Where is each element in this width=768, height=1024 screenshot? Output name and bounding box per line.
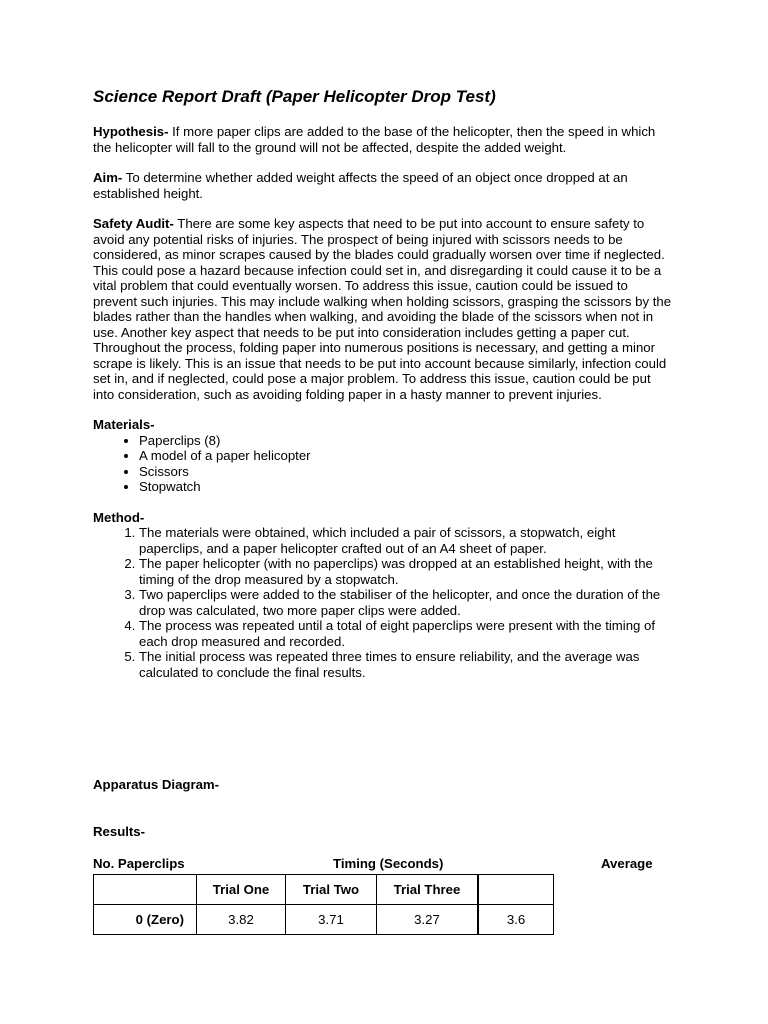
table-header-row	[94, 875, 554, 905]
results-table	[93, 874, 554, 935]
table-header-cell: Trial One	[197, 875, 286, 905]
safety-audit-label: Safety Audit-	[93, 216, 174, 231]
list-item: • Scissors	[139, 464, 675, 480]
results-heading: Results-	[93, 824, 146, 839]
table-cell: 3.71	[286, 905, 377, 935]
method-heading: Method-	[93, 509, 145, 525]
table-cell: 3.27	[377, 905, 479, 935]
aim-paragraph	[93, 170, 675, 201]
list-item: 4. The process was repeated until a total of eight paperclips were present with the timing of each drop measured and recorded.	[139, 618, 675, 649]
safety-audit-text: There are some key aspects that need to be put into account to ensure safety to avoid any potential risks of injuries. The prospect of being injured with scissors needs to be considered, as minor scrapes caused by the blades could gradually worsen over time if neglected. This could pose a hazard because infection could set in, and disregarding it could cause it to be a vital problem that could eventually worsen. To address this issue, caution could be issued to prevent such injuries. This may include walking when holding scissors, grasping the scissors by the blades rather than the handles when walking, and avoiding the blade of the scissors when not in use. Another key aspect that needs to be put into consideration includes getting a paper cut. Throughout the process, folding paper into numerous positions is necessary, and getting a minor scrape is likely. This is an issue that needs to be put into account because similarly, infection could set in, and if neglected, could pose a major problem. To address this issue, caution could be put into consideration, such as avoiding folding paper in a hasty manner to prevent injuries.	[93, 216, 672, 402]
aim-label: Aim-	[93, 170, 123, 185]
column-header-timing: Timing (Seconds)	[333, 856, 444, 871]
row-label-cell: 0 (Zero)	[94, 905, 197, 935]
safety-audit-paragraph	[93, 216, 675, 402]
table-header-cell: Trial Three	[377, 875, 479, 905]
column-header-average: Average	[601, 856, 653, 871]
aim-text: To determine whether added weight affects the speed of an object once dropped at an established height.	[93, 170, 628, 201]
list-item: • Paperclips (8)	[139, 433, 675, 449]
method-list	[93, 525, 675, 680]
document-page	[93, 86, 675, 927]
list-item: 3. Two paperclips were added to the stabiliser of the helicopter, and once the duration of the drop was calculated, two more paper clips were added.	[139, 587, 675, 618]
list-item: 1. The materials were obtained, which included a pair of scissors, a stopwatch, eight paperclips, and a paper helicopter crafted out of an A4 sheet of paper.	[139, 525, 675, 556]
hypothesis-paragraph	[93, 124, 675, 155]
materials-list	[93, 433, 675, 495]
list-item: • A model of a paper helicopter	[139, 448, 675, 464]
table-cell	[478, 875, 554, 905]
hypothesis-label: Hypothesis-	[93, 124, 169, 139]
list-item: • Stopwatch	[139, 479, 675, 495]
results-column-headers	[93, 856, 675, 872]
table-cell: 3.82	[197, 905, 286, 935]
page-title: Science Report Draft (Paper Helicopter Drop Test)	[93, 87, 496, 106]
materials-heading: Materials-	[93, 417, 155, 432]
table-cell: 3.6	[478, 905, 554, 935]
table-row	[94, 905, 554, 935]
apparatus-heading: Apparatus Diagram-	[93, 777, 220, 792]
column-header-paperclips: No. Paperclips	[93, 856, 185, 871]
list-item: 5. The initial process was repeated three times to ensure reliability, and the average was calculated to conclude the final results.	[139, 649, 675, 680]
list-item: 2. The paper helicopter (with no paperclips) was dropped at an established height, with the timing of the drop measured by a stopwatch.	[139, 556, 675, 587]
table-header-cell: Trial Two	[286, 875, 377, 905]
hypothesis-text: If more paper clips are added to the base of the helicopter, then the speed in which the helicopter will fall to the ground will not be affected, despite the added weight.	[93, 124, 656, 155]
table-cell	[94, 875, 197, 905]
